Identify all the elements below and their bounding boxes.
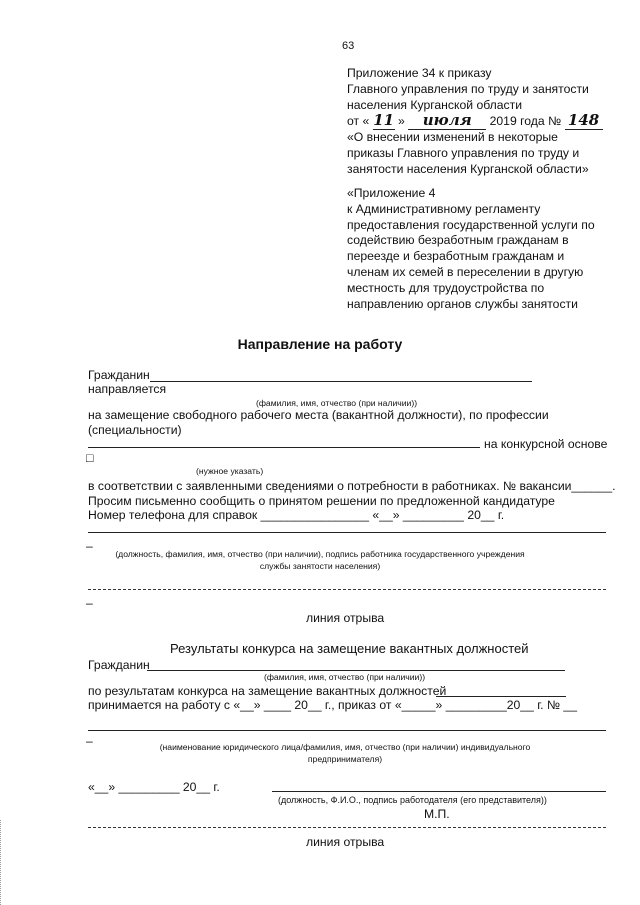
employer-hint: (наименование юридического лица/фамилия, имя, отчество (при наличии) индивидуального предпринимателя) xyxy=(159,742,531,764)
appendix-line-6: приказы Главного управления по труду и xyxy=(347,145,580,160)
signature-field[interactable] xyxy=(88,532,606,533)
reglament-line: предоставления государственной услуги по xyxy=(347,217,595,232)
accordance-line: в соответствии с заявленными сведениями о потребности в работниках. № вакансии______. xyxy=(88,479,616,493)
signature-hint: (должность, фамилия, имя, отчество (при наличии), подпись работника государственного учреждения службы занятости населения) xyxy=(115,549,525,571)
employer-signature-field[interactable] xyxy=(272,791,606,792)
dash-mark: – xyxy=(86,596,93,610)
tear-line-label: линия отрыва xyxy=(306,611,385,625)
appendix-line-2: Главного управления по труду и занятости xyxy=(347,81,589,96)
form1-title: Направление на работу xyxy=(237,336,403,352)
date-day: 11 xyxy=(373,111,395,130)
appendix-line-3: населения Курганской области xyxy=(347,97,523,112)
directed-label: направляется xyxy=(88,382,167,396)
appendix-line-5: «О внесении изменений в некоторые xyxy=(347,130,558,145)
reglament-line: к Административному регламенту xyxy=(347,201,541,216)
appendix-line-7: занятости населения Курганской области» xyxy=(347,161,589,176)
employer-field[interactable] xyxy=(88,730,606,731)
dash-mark: – xyxy=(86,734,93,748)
reglament-line: содействию безработным гражданам в xyxy=(347,233,569,248)
citizen-label: Гражданин xyxy=(88,368,150,382)
vacancy-line: на замещение свободного рабочего места (вакантной должности), по профессии xyxy=(88,408,549,422)
stamp-label: М.П. xyxy=(424,807,450,821)
form2-title: Результаты конкурса на замещение вакантных должностей xyxy=(170,641,529,656)
phone-line: Номер телефона для справок ________________ «__» _________ 20__ г. xyxy=(88,508,505,522)
date-month: июля xyxy=(408,113,486,130)
specialty-label: (специальности) xyxy=(88,423,182,437)
request-line: Просим письменно сообщить о принятом решении по предложенной кандидатуре xyxy=(88,494,555,508)
citizen-name-field[interactable] xyxy=(147,670,565,671)
results-field[interactable] xyxy=(436,696,566,697)
reglament-line: «Приложение 4 xyxy=(347,186,436,200)
cut-line xyxy=(88,827,606,828)
page-number: 63 xyxy=(342,40,355,52)
contest-basis-label: на конкурсной основе xyxy=(484,437,608,451)
reglament-line: местность для трудоустройства по xyxy=(347,280,545,295)
citizen-name-field[interactable] xyxy=(150,381,532,382)
fio-hint: (фамилия, имя, отчество (при наличии)) xyxy=(264,672,426,682)
citizen-label: Гражданин xyxy=(88,658,150,672)
appendix-line-1: Приложение 34 к приказу xyxy=(347,66,492,80)
results-line: по результатам конкурса на замещение вакантных должностей xyxy=(88,684,447,698)
appendix-date-line xyxy=(347,113,603,130)
cut-line xyxy=(88,589,606,590)
binding-edge xyxy=(0,820,5,905)
appendix-header xyxy=(347,66,603,178)
specialty-field[interactable] xyxy=(88,447,480,448)
tear-line-label: линия отрыва xyxy=(306,835,385,849)
order-number: 148 xyxy=(565,113,603,130)
reglament-line: членам их семей в переселении в другую xyxy=(347,264,584,279)
checkbox-contest[interactable]: □ xyxy=(86,451,94,465)
reglament-line: направлению органов службы занятости xyxy=(347,296,578,311)
hired-line: принимается на работу с «__» ____ 20__ г., приказ от «_____» _________20__ г. № __ xyxy=(88,698,577,712)
reglament-line: переезде и безработным гражданам и xyxy=(347,249,565,264)
specify-hint: (нужное указать) xyxy=(196,466,264,476)
fio-hint: (фамилия, имя, отчество (при наличии)) xyxy=(256,398,418,408)
date-year: 2019 года № xyxy=(489,114,562,129)
date-prefix: от « xyxy=(347,114,370,129)
date-line: «__» _________ 20__ г. xyxy=(88,780,220,794)
date-mid: » xyxy=(398,114,405,129)
dash-mark: – xyxy=(86,539,93,553)
reglament-header xyxy=(347,186,595,312)
employer-signature-hint: (должность, Ф.И.О., подпись работодателя (его представителя)) xyxy=(278,795,547,805)
